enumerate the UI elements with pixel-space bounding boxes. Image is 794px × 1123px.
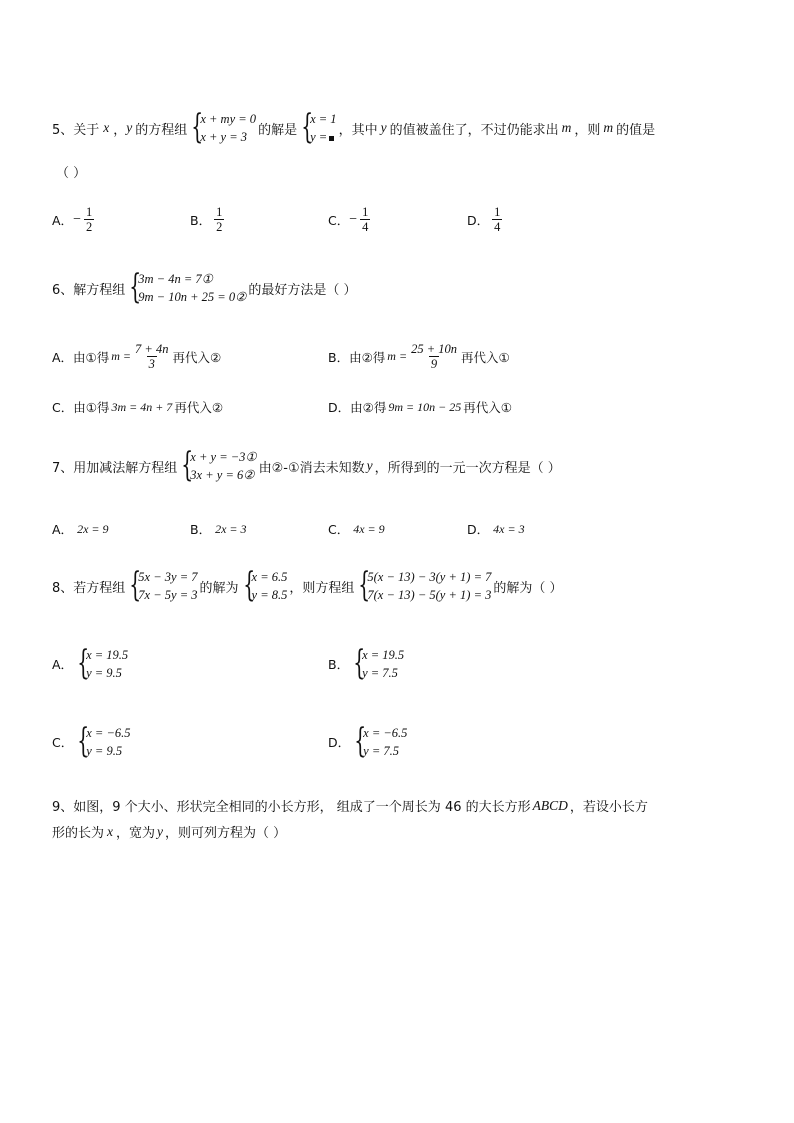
- q5-text1: 的方程组: [135, 122, 188, 138]
- fraction-numerator: 7 + 4n: [135, 342, 169, 356]
- brace-icon: {: [191, 107, 204, 147]
- brace-icon: {: [353, 643, 366, 683]
- q5-answer-paren: （ ）: [56, 166, 87, 181]
- option-label: B．由②得: [328, 349, 386, 365]
- option-tail: 再代入②: [172, 349, 222, 365]
- q5-option-a[interactable]: [52, 205, 96, 234]
- brace-icon: {: [354, 721, 367, 761]
- q7-option-c[interactable]: [328, 520, 385, 538]
- option-tail: 再代入①: [461, 349, 510, 365]
- fraction-numerator: 1: [85, 205, 93, 219]
- option-label: C．由①得: [52, 400, 110, 415]
- q9-text4: ，宽为: [116, 826, 156, 841]
- q8-text2: ，则方程组: [289, 580, 355, 596]
- q5-var-y: y: [126, 120, 133, 135]
- option-row1: x = −6.5: [363, 726, 408, 740]
- brace-icon: {: [77, 721, 90, 761]
- q6-option-b[interactable]: [328, 342, 510, 371]
- q9-text2: ，若设小长方: [569, 800, 648, 815]
- option-row2: y = 7.5: [363, 744, 399, 758]
- q7-option-d[interactable]: [467, 520, 525, 538]
- q5-var-x: x: [103, 120, 110, 135]
- q8-text3: 的解为（ ）: [493, 580, 563, 596]
- q6-suffix: 的最好方法是（ ）: [248, 282, 357, 298]
- q6-eq2: 9m − 10n + 25 = 0②: [138, 290, 247, 304]
- q7-system: [179, 445, 257, 485]
- option-expr: 4x = 9: [353, 521, 385, 536]
- q9-line1: [52, 796, 648, 815]
- brace-icon: {: [181, 445, 194, 485]
- q8-eq4: 7(x − 13) − 5(y + 1) = 3: [367, 588, 492, 602]
- q5-var-y2: y: [380, 120, 387, 135]
- q8-solution: [241, 565, 288, 605]
- q6-option-c[interactable]: [52, 398, 223, 416]
- q5-var-m2: m: [603, 120, 614, 135]
- q5-var-m: m: [561, 120, 572, 135]
- fraction-numerator: 1: [216, 205, 223, 219]
- q8-sol1: x = 6.5: [251, 570, 288, 584]
- q5-eq2: x + y = 3: [200, 130, 248, 144]
- fraction-denominator: 2: [85, 220, 93, 234]
- option-label: B．: [190, 212, 212, 228]
- option-label: C．: [328, 212, 350, 228]
- option-row1: x = 19.5: [362, 648, 405, 662]
- brace-icon: {: [358, 565, 371, 605]
- option-expr: 2x = 9: [77, 521, 109, 536]
- q7-text2: ，所得到的一元一次方程是（ ）: [374, 460, 561, 476]
- q8-stem: [52, 565, 563, 605]
- q6-eq1: 3m − 4n = 7①: [138, 272, 213, 286]
- fraction-denominator: 3: [148, 357, 155, 371]
- option-label: A．: [52, 657, 74, 672]
- option-label: C．: [328, 522, 350, 537]
- fraction-denominator: 4: [362, 220, 369, 234]
- option-label: B．: [328, 657, 350, 672]
- q8-eq2: 7x − 5y = 3: [138, 588, 198, 602]
- q5-solution: [299, 107, 337, 147]
- q7-eq2: 3x + y = 6②: [190, 468, 255, 482]
- q7-option-a[interactable]: [52, 520, 109, 538]
- q8-text1: 的解为: [199, 580, 239, 596]
- q5-stem: [52, 107, 656, 147]
- option-label: D．: [328, 735, 351, 750]
- q8-eq1: 5x − 3y = 7: [138, 570, 198, 584]
- fraction-denominator: 9: [430, 357, 438, 371]
- q5-option-c[interactable]: [328, 205, 372, 234]
- option-row2: y = 9.5: [86, 744, 123, 758]
- option-tail: 再代入①: [463, 400, 512, 415]
- q8-system1: [127, 565, 198, 605]
- option-row1: x = 19.5: [86, 648, 129, 662]
- option-row1: x = −6.5: [86, 726, 131, 740]
- q7-var-y: y: [366, 458, 373, 473]
- option-label: C．: [52, 735, 74, 750]
- q9-text5: ，则可列方程为（ ）: [165, 826, 287, 841]
- option-expr: 4x = 3: [493, 521, 525, 536]
- q5-text2: 的解是: [258, 122, 298, 138]
- brace-icon: {: [301, 107, 314, 147]
- q9-abcd: ABCD: [532, 797, 568, 813]
- q8-option-b[interactable]: [328, 643, 406, 683]
- q6-system: [127, 267, 247, 307]
- q9-text3: 形的长为: [52, 826, 105, 841]
- covered-value-mark: [329, 136, 334, 141]
- q5-text6: 的值是: [616, 122, 656, 138]
- q5-system: [189, 107, 257, 147]
- q6-prefix: 6、解方程组: [52, 282, 126, 298]
- q5-comma: ，: [113, 122, 127, 138]
- option-row2: y = 9.5: [86, 666, 122, 680]
- option-sign: −: [73, 211, 81, 227]
- q8-option-d[interactable]: [328, 721, 409, 761]
- fraction-denominator: 2: [216, 220, 223, 234]
- q8-sol2: y = 8.5: [251, 588, 288, 602]
- fraction-denominator: 4: [494, 220, 501, 234]
- q6-stem: [52, 267, 357, 307]
- q5-sol1: x = 1: [310, 112, 337, 126]
- q5-option-d[interactable]: [467, 205, 504, 234]
- q5-prefix: 5、关于: [52, 122, 100, 138]
- q5-option-b[interactable]: [190, 205, 226, 234]
- q7-stem: [52, 445, 561, 485]
- q5-eq1: x + my = 0: [200, 112, 257, 126]
- q7-text1: 由②-①消去未知数: [258, 460, 365, 476]
- q7-option-b[interactable]: [190, 520, 247, 538]
- q8-eq3: 5(x − 13) − 3(y + 1) = 7: [367, 570, 492, 584]
- option-label: A．: [52, 522, 74, 537]
- q9-text1: 9、如图，9 个大小、形状完全相同的小长方形， 组成了一个周长为 46 的大长方形: [52, 800, 531, 815]
- q5-sol2: y =: [310, 130, 328, 144]
- q8-option-c[interactable]: [52, 721, 133, 761]
- option-label: A．: [52, 212, 74, 228]
- option-label: B．: [190, 522, 212, 537]
- q5-text4: 的值被盖住了，不过仍能求出: [389, 122, 559, 138]
- brace-icon: {: [242, 565, 255, 605]
- brace-icon: {: [77, 643, 90, 683]
- q9-var-x: x: [107, 823, 114, 839]
- q7-prefix: 7、用加减法解方程组: [52, 460, 178, 476]
- brace-icon: {: [129, 267, 142, 307]
- option-label: D．: [467, 212, 490, 228]
- q9-var-y: y: [157, 823, 164, 839]
- option-var: m =: [111, 349, 132, 363]
- fraction-numerator: 1: [362, 205, 369, 219]
- brace-icon: {: [129, 565, 142, 605]
- fraction-numerator: 1: [494, 205, 501, 219]
- option-tail: 再代入②: [174, 400, 224, 415]
- option-expr: 3m = 4n + 7: [111, 399, 173, 414]
- q5-text5: ，则: [574, 122, 601, 138]
- option-expr: 2x = 3: [215, 521, 247, 536]
- option-label: D．: [467, 522, 490, 537]
- q5-text3: ，其中: [338, 122, 378, 138]
- option-label: A．由①得: [52, 349, 110, 365]
- q6-option-d[interactable]: [328, 398, 512, 416]
- option-label: D．由②得: [328, 400, 387, 415]
- q6-option-a[interactable]: [52, 342, 221, 371]
- option-sign: −: [349, 211, 358, 227]
- q9-line2: [52, 822, 286, 841]
- q8-prefix: 8、若方程组: [52, 580, 126, 596]
- q7-eq1: x + y = −3①: [190, 450, 257, 464]
- q8-system2: [356, 565, 492, 605]
- option-var: m =: [387, 349, 408, 363]
- fraction-numerator: 25 + 10n: [411, 342, 457, 356]
- option-expr: 9m = 10n − 25: [388, 399, 462, 414]
- option-row2: y = 7.5: [362, 666, 398, 680]
- q8-option-a[interactable]: [52, 643, 130, 683]
